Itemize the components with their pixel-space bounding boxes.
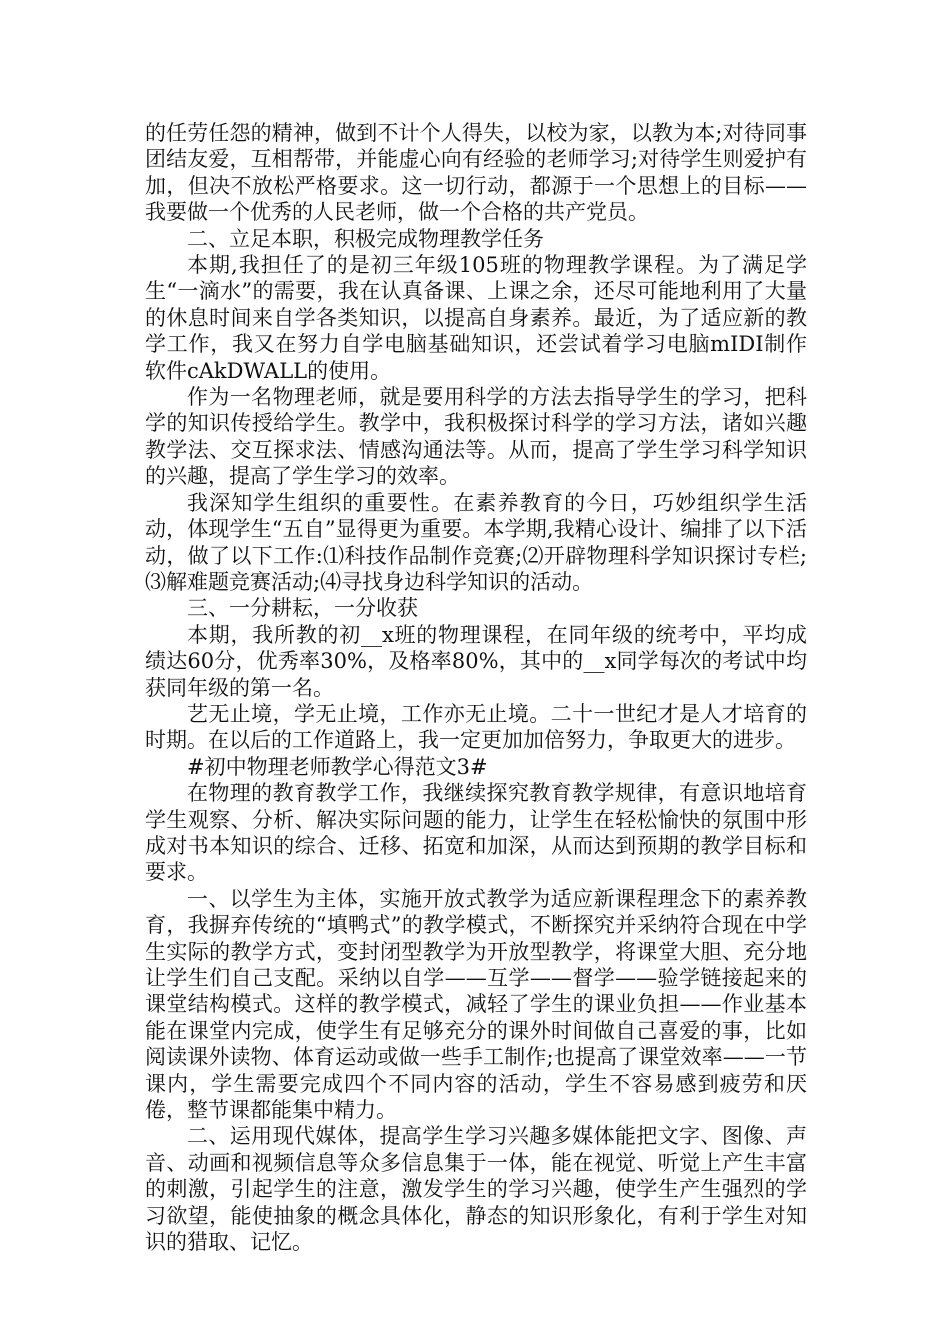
paragraph: 在物理的教育教学工作，我继续探究教育教学规律，有意识地培育学生观察、分析、解决实际问题的能力，让学生在轻松愉快的氛围中形成对书本知识的综合、迁移、拓宽和加深，从而达到预期的教学目标和要求。 — [145, 781, 807, 885]
section-heading-2: 二、立足本职，积极完成物理教学任务 — [187, 226, 544, 251]
paragraph: 作为一名物理老师，就是要用科学的方法去指导学生的学习，把科学的知识传授给学生。教学中，我积极探讨科学的学习方法，诸如兴趣教学法、交互探求法、情感沟通法等。从而，提高了学生学习科学知识的兴趣，提高了学生学习的效率。 — [145, 385, 807, 489]
paragraph-continuation: 的任劳任怨的精神，做到不计个人得失，以校为家，以教为本;对待同事团结友爱，互相帮带，并能虚心向有经验的老师学习;对待学生则爱护有加，但决不放松严格要求。这一切行动，都源于一个思想上的目标——我要做一个优秀的人民老师，做一个合格的共产党员。 — [145, 121, 807, 225]
paragraph: 艺无止境，学无止境，工作亦无止境。二十一世纪才是人才培育的时期。在以后的工作道路上，我一定更加加倍努力，争取更大的进步。 — [145, 701, 807, 753]
essay-title: #初中物理老师教学心得范文3# — [187, 754, 488, 779]
document-page — [145, 120, 807, 1255]
paragraph: 本期，我所教的初__x班的物理课程，在同年级的统考中，平均成绩达60分，优秀率30%，及格率80%，其中的__x同学每次的考试中均获同年级的第一名。 — [145, 622, 807, 700]
paragraph: 本期,我担任了的是初三年级105班的物理教学课程。为了满足学生“一滴水”的需要，我在认真备课、上课之余，还尽可能地利用了大量的休息时间来自学各类知识，以提高自身素养。最近，为了适应新的教学工作，我又在努力自学电脑基础知识，还尝试着学习电脑mIDI制作软件cAkDWALL的使用。 — [145, 253, 807, 383]
paragraph: 一、以学生为主体，实施开放式教学为适应新课程理念下的素养教育，我摒弃传统的“填鸭式”的教学模式，不断探究并采纳符合现在中学生实际的教学方式，变封闭型教学为开放型教学，将课堂大胆、充分地让学生们自己支配。采纳以自学——互学——督学——验学链接起来的课堂结构模式。这样的教学模式，减轻了学生的课业负担——作业基本能在课堂内完成，使学生有足够充分的课外时间做自己喜爱的事，比如阅读课外读物、体育运动或做一些手工制作;也提高了课堂效率——一节课内，学生需要完成四个不同内容的活动，学生不容易感到疲劳和厌倦，整节课都能集中精力。 — [145, 886, 807, 1123]
paragraph: 二、运用现代媒体，提高学生学习兴趣多媒体能把文字、图像、声音、动画和视频信息等众多信息集于一体，能在视觉、听觉上产生丰富的刺激，引起学生的注意，激发学生的学习兴趣，使学生产生强烈的学习欲望，能使抽象的概念具体化，静态的知识形象化，有利于学生对知识的猎取、记忆。 — [145, 1124, 807, 1255]
paragraph: 我深知学生组织的重要性。在素养教育的今日，巧妙组织学生活动，体现学生“五自”显得更为重要。本学期,我精心设计、编排了以下活动，做了以下工作:⑴科技作品制作竞赛;⑵开辟物理科学知识探讨专栏;⑶解难题竞赛活动;⑷寻找身边科学知识的活动。 — [145, 490, 807, 594]
section-heading-3: 三、一分耕耘，一分收获 — [187, 596, 418, 621]
